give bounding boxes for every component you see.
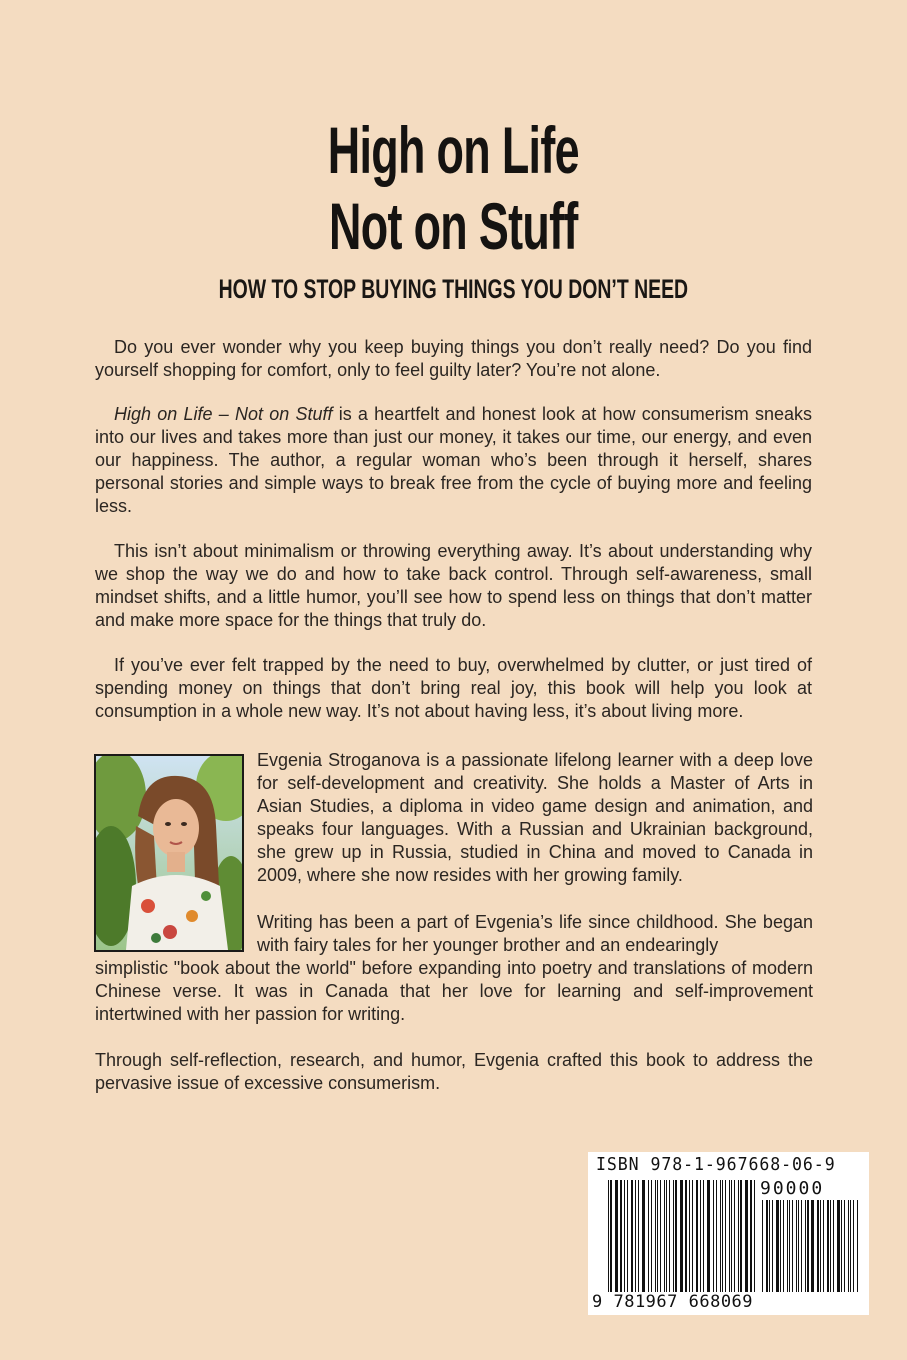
blurb-book-title: High on Life – Not on Stuff: [114, 404, 333, 424]
blurb-paragraph-3: This isn’t about minimalism or throwing everything away. It’s about understanding why we shop the way we do and how to take back control. Through self-awareness, small mindset shifts, and a little humor, you’ll see how to spend less on things that don’t matter and make more space for the things that truly do.: [95, 541, 812, 630]
author-bio-paragraph-3: Through self-reflection, research, and humor, Evgenia crafted this book to address the pervasive issue of excessive consumerism.: [95, 1050, 813, 1093]
price-code: 90000: [760, 1178, 825, 1199]
blurb-paragraph-1: Do you ever wonder why you keep buying things you don’t really need? Do you find yourself shopping for comfort, only to feel guilty later? You’re not alone.: [95, 337, 812, 380]
author-bio-paragraph-2a: Writing has been a part of Evgenia’s life since childhood. She began with fairy tales for her younger brother and an endearingly: [257, 912, 813, 955]
book-title-line2: Not on Stuff: [329, 189, 578, 263]
author-bio-paragraph-1: Evgenia Stroganova is a passionate lifelong learner with a deep love for self-development and creativity. She holds a Master of Arts in Asian Studies, a diploma in video game design and animation, and speaks four languages. With a Russian and Ukrainian background, she grew up in Russia, studied in China and moved to Canada in 2009, where she now resides with her growing family.: [257, 750, 813, 885]
blurb-paragraph-2-text: is a heartfelt and honest look at how consumerism sneaks into our lives and takes more than just our money, it takes our time, our energy, and even our happiness. The author, a regular woman who’s been through it herself, shares personal stories and simple ways to break free from the cycle of buying more and feeling less.: [95, 404, 812, 516]
isbn-barcode: [588, 1152, 869, 1315]
book-subtitle: HOW TO STOP BUYING THINGS YOU DON’T NEED: [218, 274, 689, 304]
author-photo: [94, 754, 244, 952]
isbn-number: ISBN 978-1-967668-06-9: [596, 1154, 836, 1175]
barcode-bars: [588, 1152, 869, 1315]
blurb-paragraph-4: If you’ve ever felt trapped by the need to buy, overwhelmed by clutter, or just tired of spending money on things that don’t bring real joy, this book will help you look at consumption in a whole new way. It’s not about having less, it’s about living more.: [95, 655, 812, 721]
author-bio-paragraph-2b: simplistic "book about the world" before expanding into poetry and translations of modern Chinese verse. It was in Canada that her love for learning and self-improvement intertwined with her passion for writing.: [95, 958, 813, 1024]
blurb-paragraph-2: [95, 403, 812, 518]
book-title-line1: High on Life: [327, 113, 579, 187]
ean-number: 9 781967 668069: [592, 1292, 754, 1312]
